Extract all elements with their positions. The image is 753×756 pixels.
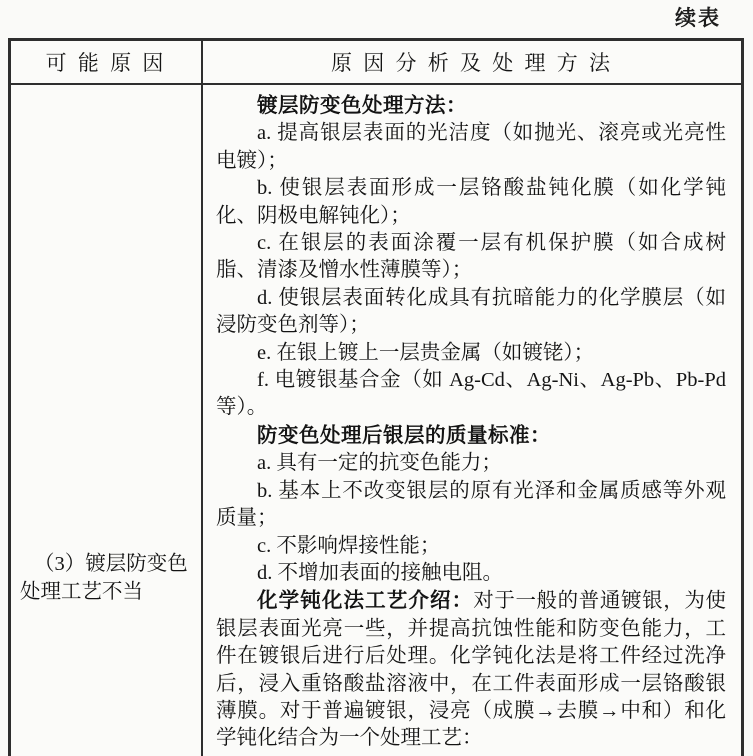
- header-analysis-and-treatment: 原 因 分 析 及 处 理 方 法: [331, 51, 613, 75]
- analysis-paragraph: 化学钝化法工艺介绍：对于一般的普通镀银，为使银层表面光亮一些，并提高抗蚀性能和防变色能力，工件在镀银后进行后处理。化学钝化法是将工件经过洗净后，浸入重铬酸盐溶液中，在工件表面形成一层铬酸银薄膜。对于普遍镀银，浸亮（成膜→去膜→中和）和化学钝化结合为一个处理工艺：: [216, 589, 727, 750]
- cause-line: （3）镀层防变色: [34, 553, 188, 575]
- table-body-row: [11, 85, 741, 756]
- analysis-paragraph: [216, 422, 726, 450]
- analysis-paragraph: b. 基本上不改变银层的原有光泽和金属质感等外观质量；: [216, 479, 726, 530]
- data-table: [8, 38, 744, 756]
- analysis-paragraph: [216, 92, 726, 120]
- analysis-paragraph: a. 提高银层表面的光洁度（如抛光、滚亮或光亮性电镀）；: [216, 122, 726, 172]
- analysis-paragraph: b. 使银层表面形成一层铬酸盐钝化膜（如化学钝化、阴极电解钝化）；: [216, 177, 726, 227]
- paragraph-bold-heading: 化学钝化法工艺介绍：: [257, 589, 474, 613]
- cause-cell: [11, 85, 203, 756]
- analysis-paragraph: d. 不增加表面的接触电阻。: [257, 561, 503, 584]
- analysis-cell: [203, 85, 741, 756]
- paragraph-bold-heading: 防变色处理后银层的质量标准：: [257, 423, 551, 447]
- cause-line: 处理工艺不当: [20, 580, 143, 603]
- paragraph-bold-heading: 镀层防变色处理方法：: [257, 94, 467, 117]
- header-possible-cause: 可 能 原 因: [11, 41, 203, 83]
- analysis-paragraph: e. 在银上镀上一层贵金属（如镀铑）；: [257, 341, 595, 364]
- analysis-paragraph: c. 不影响焊接性能；: [257, 534, 441, 557]
- cause-text: [11, 551, 201, 606]
- analysis-paragraph: a. 具有一定的抗变色能力；: [257, 452, 502, 475]
- analysis-paragraph: d. 使银层表面转化成具有抗暗能力的化学膜层（如浸防变色剂等）；: [216, 286, 726, 337]
- continued-table-label: 续表: [675, 6, 721, 30]
- analysis-paragraph: f. 电镀银基合金（如 Ag-Cd、Ag-Ni、Ag-Pb、Pb-Pd 等）。: [216, 369, 726, 419]
- analysis-paragraph: c. 在银层的表面涂覆一层有机保护膜（如合成树脂、清漆及憎水性薄膜等）；: [216, 232, 726, 282]
- table-header-row: [11, 41, 741, 85]
